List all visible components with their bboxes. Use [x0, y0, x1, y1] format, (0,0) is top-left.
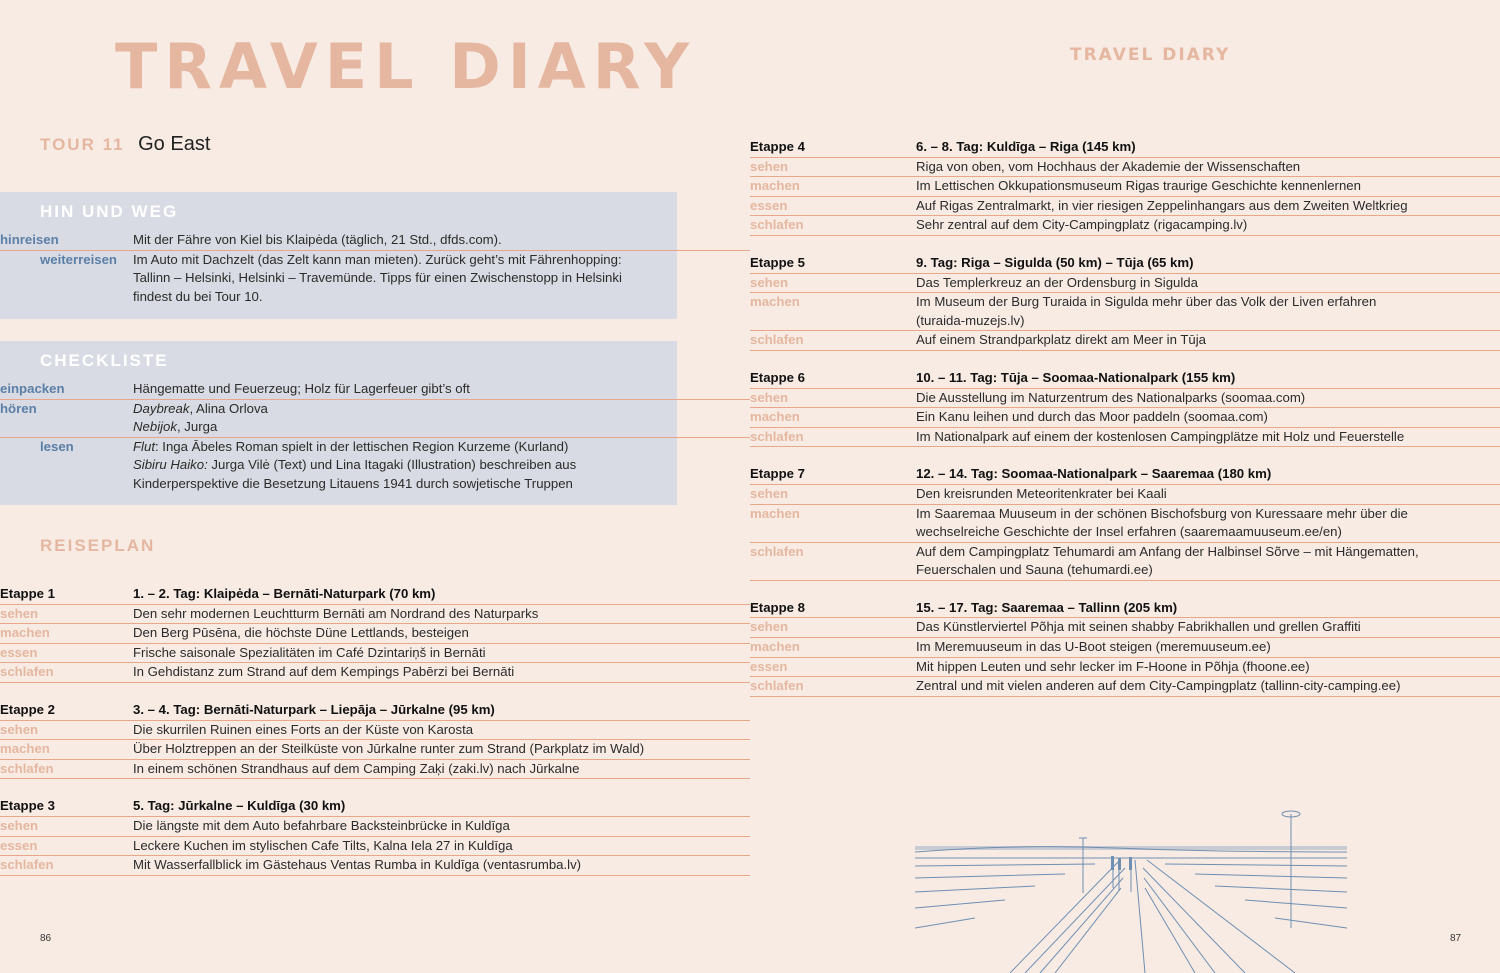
row-line: Im Saaremaa Muuseum in der schönen Bischofsburg von Kuressaare mehr über die [916, 505, 1408, 521]
list-item [40, 251, 750, 307]
table-row [0, 605, 750, 625]
row-line: Auf dem Campingplatz Tehumardi am Anfang der Halbinsel Sõrve – mit Hängematten, [916, 543, 1419, 559]
table-row [750, 158, 1500, 178]
table-row [0, 817, 750, 837]
etappe-title: 5. Tag: Jūrkalne – Kuldīga (30 km) [133, 798, 346, 814]
row-key: schlafen [0, 760, 54, 776]
etappe-header [0, 585, 750, 605]
row-key: sehen [750, 619, 789, 635]
table-row [0, 721, 750, 741]
tour-name: Go East [138, 133, 211, 155]
etappe-block [750, 599, 1500, 697]
etappe-title: 1. – 2. Tag: Klaipėda – Bernāti-Naturpark (70 km) [133, 586, 436, 601]
row-line: wechselreiche Geschichte der Insel erfahren (saaremaamuuseum.ee/en) [916, 524, 1342, 540]
table-row [750, 677, 1500, 697]
table-row [750, 408, 1500, 428]
row-line: Die skurrilen Ruinen eines Forts an der Küste von Karosta [133, 721, 474, 737]
row-value [133, 438, 750, 494]
row-value [916, 197, 1500, 216]
hin-und-weg-rows [0, 231, 750, 306]
right-page [750, 0, 1500, 973]
table-row [750, 618, 1500, 638]
row-line: Im Museum der Burg Turaida in Sigulda mehr über das Volk der Liven erfahren [916, 294, 1377, 310]
tour-line [40, 133, 210, 156]
row-key: sehen [750, 158, 789, 174]
row-value [916, 408, 1500, 427]
row-line: Mit Wasserfallblick im Gästehaus Ventas Rumba in Kuldīga (ventasrumba.lv) [133, 857, 582, 873]
etappe-header [750, 254, 1500, 274]
list-item [40, 438, 750, 494]
row-value [916, 658, 1500, 677]
row-value [133, 624, 750, 643]
row-line: Auf Rigas Zentralmarkt, in vier riesigen Zeppelinhangars aus dem Zweiten Weltkrieg [916, 197, 1408, 213]
row-value [916, 638, 1500, 657]
page-number: 86 [40, 933, 52, 944]
row-key: lesen [40, 438, 74, 454]
row-key: machen [0, 741, 50, 757]
table-row [0, 837, 750, 857]
row-line: Den kreisrunden Meteoritenkrater bei Kaali [916, 485, 1167, 501]
book-note: Jurga Vilė (Text) und Lina Itagaki (Illustration) beschreiben aus [207, 457, 577, 473]
etappe-label: Etappe 2 [0, 701, 55, 717]
row-key: sehen [750, 389, 789, 405]
row-line: Zentral und mit vielen anderen auf dem City-Campingplatz (tallinn-city-camping.ee) [916, 678, 1401, 694]
table-row [750, 177, 1500, 197]
etappe-header [750, 138, 1500, 158]
music-artist: , Alina Orlova [189, 400, 268, 416]
row-line: Kinderperspektive die Besetzung Litauens 1941 durch sowjetische Truppen [133, 475, 573, 491]
row-value [916, 158, 1500, 177]
etappe-block [750, 369, 1500, 447]
checkliste-heading: CHECKLISTE [40, 351, 169, 370]
table-row [0, 663, 750, 683]
hin-und-weg-heading: HIN UND WEG [40, 202, 179, 221]
row-line: Riga von oben, vom Hochhaus der Akademie der Wissenschaften [916, 158, 1301, 174]
row-line: Die längste mit dem Auto befahrbare Backsteinbrücke in Kuldīga [133, 817, 510, 833]
table-row [750, 331, 1500, 351]
row-value [133, 721, 750, 740]
row-line: Den sehr modernen Leuchtturm Bernāti am Nordrand des Naturparks [133, 605, 539, 621]
table-row [750, 638, 1500, 658]
etappe-block [750, 138, 1500, 236]
row-key: schlafen [750, 428, 804, 444]
row-value [916, 274, 1500, 293]
etappe-label: Etappe 5 [750, 254, 805, 270]
row-value [916, 543, 1500, 580]
row-key: sehen [0, 605, 39, 621]
row-line: findest du bei Tour 10. [133, 288, 263, 304]
row-value [916, 389, 1500, 408]
list-item [0, 400, 750, 438]
table-row [750, 274, 1500, 294]
row-line: Auf einem Strandparkplatz direkt am Meer in Tūja [916, 332, 1207, 348]
row-value: Hängematte und Feuerzeug; Holz für Lagerfeuer gibt’s oft [133, 381, 470, 396]
row-line [133, 418, 750, 437]
table-row [0, 740, 750, 760]
row-key: sehen [750, 485, 789, 501]
row-line [133, 438, 750, 457]
page-number: 87 [1450, 933, 1462, 944]
row-key: schlafen [0, 664, 54, 680]
etappen-right [750, 138, 1500, 715]
row-key: schlafen [750, 678, 804, 694]
row-value [133, 740, 750, 759]
row-value [916, 177, 1500, 196]
row-line: Im Nationalpark auf einem der kostenlosen Campingplätze mit Holz und Feuerstelle [916, 428, 1405, 444]
row-line: Mit hippen Leuten und sehr lecker im F-Hoone in Põhja (fhoone.ee) [916, 658, 1310, 674]
etappe-title: 9. Tag: Riga – Sigulda (50 km) – Tūja (65 km) [916, 254, 1194, 270]
book-title: Flut [133, 438, 155, 454]
etappe-title: 10. – 11. Tag: Tūja – Soomaa-Nationalpark (155 km) [916, 369, 1236, 385]
row-value [133, 400, 750, 437]
row-line: Im Meremuuseum in das U-Boot steigen (meremuuseum.ee) [916, 639, 1271, 655]
table-row [0, 760, 750, 780]
row-line [133, 456, 750, 475]
table-row [750, 293, 1500, 331]
row-line: Das Templerkreuz an der Ordensburg in Sigulda [916, 274, 1198, 290]
row-line: Im Lettischen Okkupationsmuseum Rigas traurige Geschichte kennenlernen [916, 178, 1361, 194]
table-row [0, 624, 750, 644]
table-row [750, 428, 1500, 448]
row-line: Die Ausstellung im Naturzentrum des Nationalparks (soomaa.com) [916, 389, 1306, 405]
row-key: schlafen [750, 332, 804, 348]
table-row [750, 197, 1500, 217]
page-title: TRAVEL DIARY [115, 30, 696, 103]
etappe-title: 12. – 14. Tag: Soomaa-Nationalpark – Saaremaa (180 km) [916, 466, 1272, 482]
row-key: hinreisen [0, 232, 59, 247]
row-key: sehen [0, 721, 39, 737]
row-key: machen [750, 639, 800, 655]
row-line: Leckere Kuchen im stylischen Cafe Tilts, Kalna Iela 27 in Kuldīga [133, 837, 513, 853]
row-line: Das Künstlerviertel Põhja mit seinen shabby Fabrikhallen und grellen Graffiti [916, 619, 1361, 635]
row-key: machen [750, 294, 800, 310]
music-title: Nebijok [133, 419, 177, 435]
row-value [133, 856, 750, 875]
book-title: Sibiru Haiko: [133, 457, 208, 473]
row-line: In Gehdistanz zum Strand auf dem Kempings Pabērzi bei Bernāti [133, 664, 515, 680]
row-value [916, 618, 1500, 637]
table-row [0, 644, 750, 664]
row-value [133, 837, 750, 856]
tour-label: TOUR 11 [40, 135, 125, 154]
row-line: Ein Kanu leihen und durch das Moor paddeln (soomaa.com) [916, 409, 1268, 425]
row-line: Tallinn – Helsinki, Helsinki – Travemünde. Tipps für einen Zwischenstopp in Helsinki [133, 270, 622, 286]
etappe-header [750, 599, 1500, 619]
etappe-label: Etappe 8 [750, 599, 805, 615]
row-key: machen [750, 178, 800, 194]
list-item [0, 231, 750, 251]
row-value [133, 817, 750, 836]
table-row [750, 485, 1500, 505]
row-key: schlafen [750, 217, 804, 233]
row-key: schlafen [750, 543, 804, 559]
etappe-label: Etappe 3 [0, 798, 55, 814]
etappe-block [750, 465, 1500, 581]
table-row [0, 856, 750, 876]
etappe-block [0, 797, 750, 875]
table-row [750, 658, 1500, 678]
row-line: Im Auto mit Dachzelt (das Zelt kann man mieten). Zurück geht’s mit Fährenhopping: [133, 251, 622, 267]
etappe-block [750, 254, 1500, 351]
row-value [916, 293, 1500, 330]
etappe-label: Etappe 6 [750, 369, 805, 385]
row-line: Über Holztreppen an der Steilküste von Jūrkalne runter zum Strand (Parkplatz im Wald) [133, 741, 645, 757]
etappe-label: Etappe 4 [750, 139, 805, 154]
checkliste-rows [0, 380, 750, 494]
row-line: Frische saisonale Spezialitäten im Café Dzintariņš in Bernāti [133, 644, 486, 660]
etappe-title: 3. – 4. Tag: Bernāti-Naturpark – Liepāja – Jūrkalne (95 km) [133, 701, 495, 717]
row-key: essen [0, 644, 38, 660]
music-title: Daybreak [133, 400, 190, 416]
row-key: machen [0, 625, 50, 641]
table-row [750, 389, 1500, 409]
row-value [916, 505, 1500, 542]
etappen-left [0, 585, 750, 894]
etappe-block [0, 585, 750, 683]
etappe-title: 6. – 8. Tag: Kuldīga – Riga (145 km) [916, 139, 1136, 154]
etappe-label: Etappe 1 [0, 586, 55, 601]
row-key: schlafen [0, 857, 54, 873]
row-line: Feuerschalen und Sauna (tehumardi.ee) [916, 562, 1153, 578]
etappe-header [750, 465, 1500, 485]
book-note: : Inga Ābeles Roman spielt in der lettischen Region Kurzeme (Kurland) [154, 438, 569, 454]
row-key: essen [0, 837, 38, 853]
row-key: machen [750, 409, 800, 425]
row-value [916, 428, 1500, 447]
etappe-title: 15. – 17. Tag: Saaremaa – Tallinn (205 km) [916, 599, 1178, 615]
row-value [133, 760, 750, 779]
etappe-header [0, 797, 750, 817]
etappe-header [750, 369, 1500, 389]
list-item [0, 380, 750, 400]
reiseplan-heading: REISEPLAN [40, 536, 156, 555]
row-line: In einem schönen Strandhaus auf dem Camping Zaķi (zaki.lv) nach Jūrkalne [133, 760, 580, 776]
row-key: essen [750, 197, 788, 213]
music-artist: , Jurga [176, 419, 218, 435]
row-key: essen [750, 658, 788, 674]
row-value [133, 251, 750, 307]
row-key: weiterreisen [40, 251, 117, 267]
row-line: Den Berg Pūsēna, die höchste Düne Lettlands, besteigen [133, 625, 469, 641]
row-value [133, 663, 750, 682]
row-value [916, 677, 1500, 696]
table-row [750, 543, 1500, 581]
row-key: machen [750, 505, 800, 521]
row-key: sehen [750, 274, 789, 290]
pier-sketch-icon [915, 808, 1347, 973]
row-key: einpacken [0, 381, 65, 396]
etappe-label: Etappe 7 [750, 466, 805, 482]
row-value [916, 331, 1500, 350]
row-value [916, 216, 1500, 235]
row-line: (turaida-muzejs.lv) [916, 312, 1025, 328]
row-line: Sehr zentral auf dem City-Campingplatz (rigacamping.lv) [916, 217, 1248, 233]
row-value [133, 644, 750, 663]
row-value [133, 605, 750, 624]
table-row [750, 216, 1500, 236]
row-key: sehen [0, 817, 39, 833]
row-value [916, 485, 1500, 504]
row-line [133, 400, 750, 419]
etappe-header [0, 701, 750, 721]
running-header: TRAVEL DIARY [1070, 45, 1231, 65]
table-row [750, 505, 1500, 543]
row-key: hören [0, 400, 37, 416]
etappe-block [0, 701, 750, 779]
row-value: Mit der Fähre von Kiel bis Klaipėda (täglich, 21 Std., dfds.com). [133, 232, 502, 247]
